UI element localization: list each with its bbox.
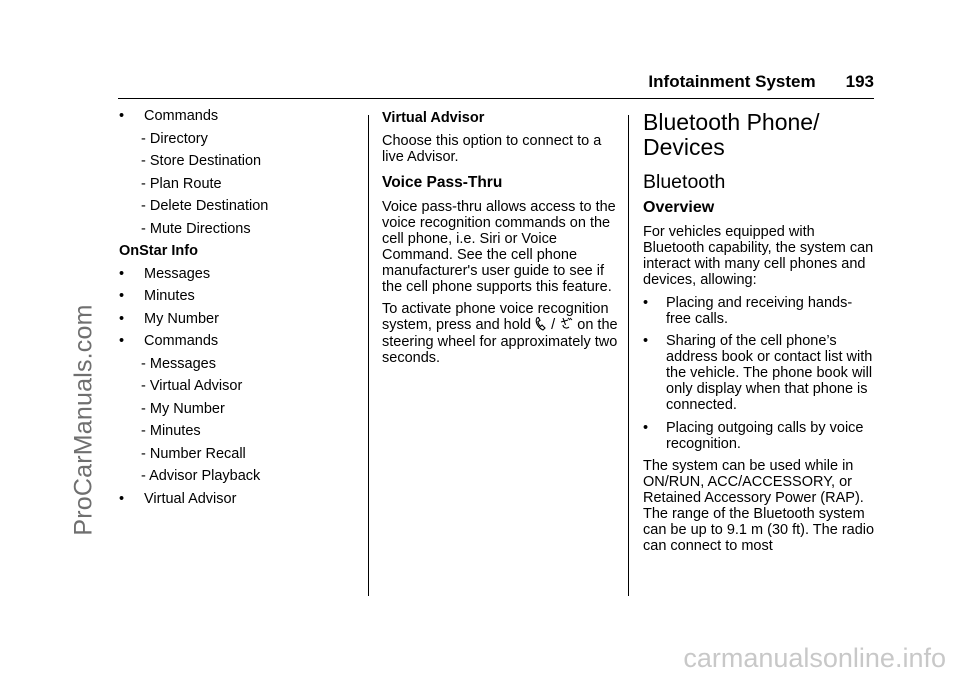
voice-pass-thru-heading: Voice Pass-Thru	[382, 173, 503, 191]
sublist-item: - Minutes	[141, 423, 201, 439]
bullet-item: • Commands	[119, 333, 219, 349]
bullet-item: • Placing and receiving hands-free calls.	[643, 294, 853, 327]
onstar-heading: OnStar Info	[119, 243, 198, 259]
sublist-item: - Directory	[141, 130, 208, 147]
phone-voice-icon	[559, 317, 573, 334]
sublist-item: - Mute Directions	[141, 220, 251, 237]
sublist-item: - Virtual Advisor	[141, 378, 243, 394]
bullet-label: Commands	[144, 108, 219, 124]
sublist-item: - Advisor Playback	[141, 468, 261, 484]
chapter-title: Bluetooth Phone/ Devices	[643, 109, 820, 160]
column-3	[643, 108, 877, 561]
activate-instructions: To activate phone voice recognition system, press and hold / on the steering wheel for approximately two seconds.	[382, 301, 618, 366]
column-divider-2	[628, 115, 629, 596]
column-divider-1	[368, 115, 369, 596]
sublist-item: - My Number	[141, 400, 225, 417]
onstar-commands-sublist	[119, 356, 359, 485]
bullet-commands	[119, 108, 359, 124]
bullet-item: • Placing outgoing calls by voice recognition.	[643, 419, 864, 452]
voice-pass-thru-text: Voice pass-thru allows access to the voice recognition commands on the cell phone, i.e. Siri or Voice Command. See the cell phone manufacturer's user guide to see if the cell phone supports this feature.	[382, 198, 616, 295]
sublist-item: - Plan Route	[141, 175, 222, 192]
sublist-item: - Messages	[141, 355, 216, 372]
bullet-item: • Sharing of the cell phone’s address book or contact list with the vehicle. The phone book will only display when that phone is connected.	[643, 333, 873, 413]
section-title: Infotainment System	[648, 72, 816, 91]
column-1	[119, 108, 359, 513]
bullet-item: • Messages	[119, 265, 211, 282]
virtual-advisor-heading: Virtual Advisor	[382, 110, 485, 126]
sublist-item: - Delete Destination	[141, 198, 269, 214]
bullet-dot: •	[119, 108, 125, 124]
bullet-item: • Minutes	[119, 288, 195, 304]
section-subtitle: Bluetooth	[643, 171, 726, 193]
sublist-item: - Number Recall	[141, 445, 246, 462]
bullet-item: • My Number	[119, 310, 219, 327]
overview-heading: Overview	[643, 199, 715, 216]
page-number: 193	[845, 72, 874, 91]
commands-sublist	[119, 131, 359, 237]
footer-watermark: carmanualsonline.info	[683, 643, 946, 673]
side-watermark: ProCarManuals.com	[69, 304, 98, 536]
header-rule	[118, 98, 874, 99]
overview-intro: For vehicles equipped with Bluetooth capability, the system can interact with many cell phones and devices, allowing:	[643, 224, 874, 288]
page-header	[118, 72, 874, 92]
bullet-item: • Virtual Advisor	[119, 490, 237, 507]
closing-paragraph: The system can be used while in ON/RUN, ACC/ACCESSORY, or Retained Accessory Power (RAP). The range of the Bluetooth system can be up to 9.1 m (30 ft). The radio can connect to most	[643, 458, 875, 554]
column-2	[382, 108, 618, 373]
virtual-advisor-text: Choose this option to connect to a live Advisor.	[382, 132, 602, 165]
sublist-item: - Store Destination	[141, 153, 262, 169]
phone-talk-icon	[535, 317, 547, 334]
